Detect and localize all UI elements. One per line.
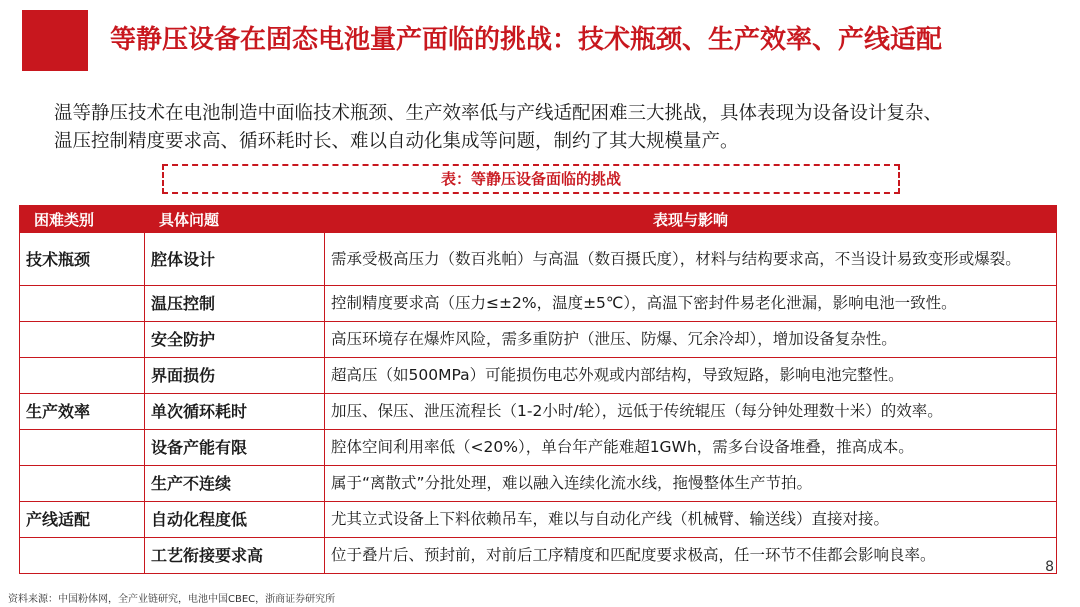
table-row (20, 394, 1057, 430)
row-issue: 生产不连续 (145, 466, 325, 502)
row-category: 技术瓶颈 (20, 233, 145, 286)
row-issue: 安全防护 (145, 322, 325, 358)
source-note: 资料来源：中国粉体网，全产业链研究，电池中国CBEC，浙商证券研究所 (8, 594, 336, 605)
row-issue: 自动化程度低 (145, 502, 325, 538)
row-effect: 超高压（如500MPa）可能损伤电芯外观或内部结构，导致短路，影响电池完整性。 (325, 358, 1057, 394)
table-row (20, 233, 1057, 286)
row-effect: 尤其立式设备上下料依赖吊车，难以与自动化产线（机械臂、输送线）直接对接。 (325, 502, 1057, 538)
row-category (20, 286, 145, 322)
intro-line: 温等静压技术在电池制造中面临技术瓶颈、生产效率低与产线适配困难三大挑战，具体表现为设备设计复杂、 (54, 103, 943, 124)
page-title: 等静压设备在固态电池量产面临的挑战：技术瓶颈、生产效率、产线适配 (110, 25, 943, 55)
table-row (20, 430, 1057, 466)
title-accent-block (22, 10, 88, 71)
row-issue: 工艺衔接要求高 (145, 538, 325, 574)
table-row (20, 322, 1057, 358)
row-category (20, 538, 145, 574)
table-row (20, 466, 1057, 502)
intro-paragraph (54, 100, 1054, 156)
header-issue: 具体问题 (145, 206, 325, 233)
row-effect: 需承受极高压力（数百兆帕）与高温（数百摄氏度），材料与结构要求高，不当设计易致变形或爆裂。 (325, 233, 1057, 286)
header-effect: 表现与影响 (325, 206, 1057, 233)
table-header-row (20, 206, 1057, 233)
page-number: 8 (1045, 559, 1054, 575)
row-issue: 温压控制 (145, 286, 325, 322)
challenges-table (19, 205, 1057, 574)
row-effect: 高压环境存在爆炸风险，需多重防护（泄压、防爆、冗余冷却），增加设备复杂性。 (325, 322, 1057, 358)
row-effect: 控制精度要求高（压力≤±2%，温度±5℃），高温下密封件易老化泄漏，影响电池一致性。 (325, 286, 1057, 322)
table-caption: 表：等静压设备面临的挑战 (162, 164, 900, 194)
table-row (20, 358, 1057, 394)
table-row (20, 286, 1057, 322)
row-category (20, 466, 145, 502)
row-effect: 加压、保压、泄压流程长（1-2小时/轮），远低于传统辊压（每分钟处理数十米）的效率。 (325, 394, 1057, 430)
row-issue: 单次循环耗时 (145, 394, 325, 430)
table-row (20, 538, 1057, 574)
row-category: 产线适配 (20, 502, 145, 538)
row-effect: 位于叠片后、预封前，对前后工序精度和匹配度要求极高，任一环节不佳都会影响良率。 (325, 538, 1057, 574)
header-category: 困难类别 (20, 206, 145, 233)
row-category (20, 358, 145, 394)
table-row (20, 502, 1057, 538)
row-category (20, 322, 145, 358)
row-category (20, 430, 145, 466)
row-effect: 腔体空间利用率低（<20%），单台年产能难超1GWh，需多台设备堆叠，推高成本。 (325, 430, 1057, 466)
row-category: 生产效率 (20, 394, 145, 430)
row-issue: 界面损伤 (145, 358, 325, 394)
row-issue: 腔体设计 (145, 233, 325, 286)
row-effect: 属于“离散式”分批处理，难以融入连续化流水线，拖慢整体生产节拍。 (325, 466, 1057, 502)
row-issue: 设备产能有限 (145, 430, 325, 466)
intro-line: 温压控制精度要求高、循环耗时长、难以自动化集成等问题，制约了其大规模量产。 (54, 131, 739, 152)
